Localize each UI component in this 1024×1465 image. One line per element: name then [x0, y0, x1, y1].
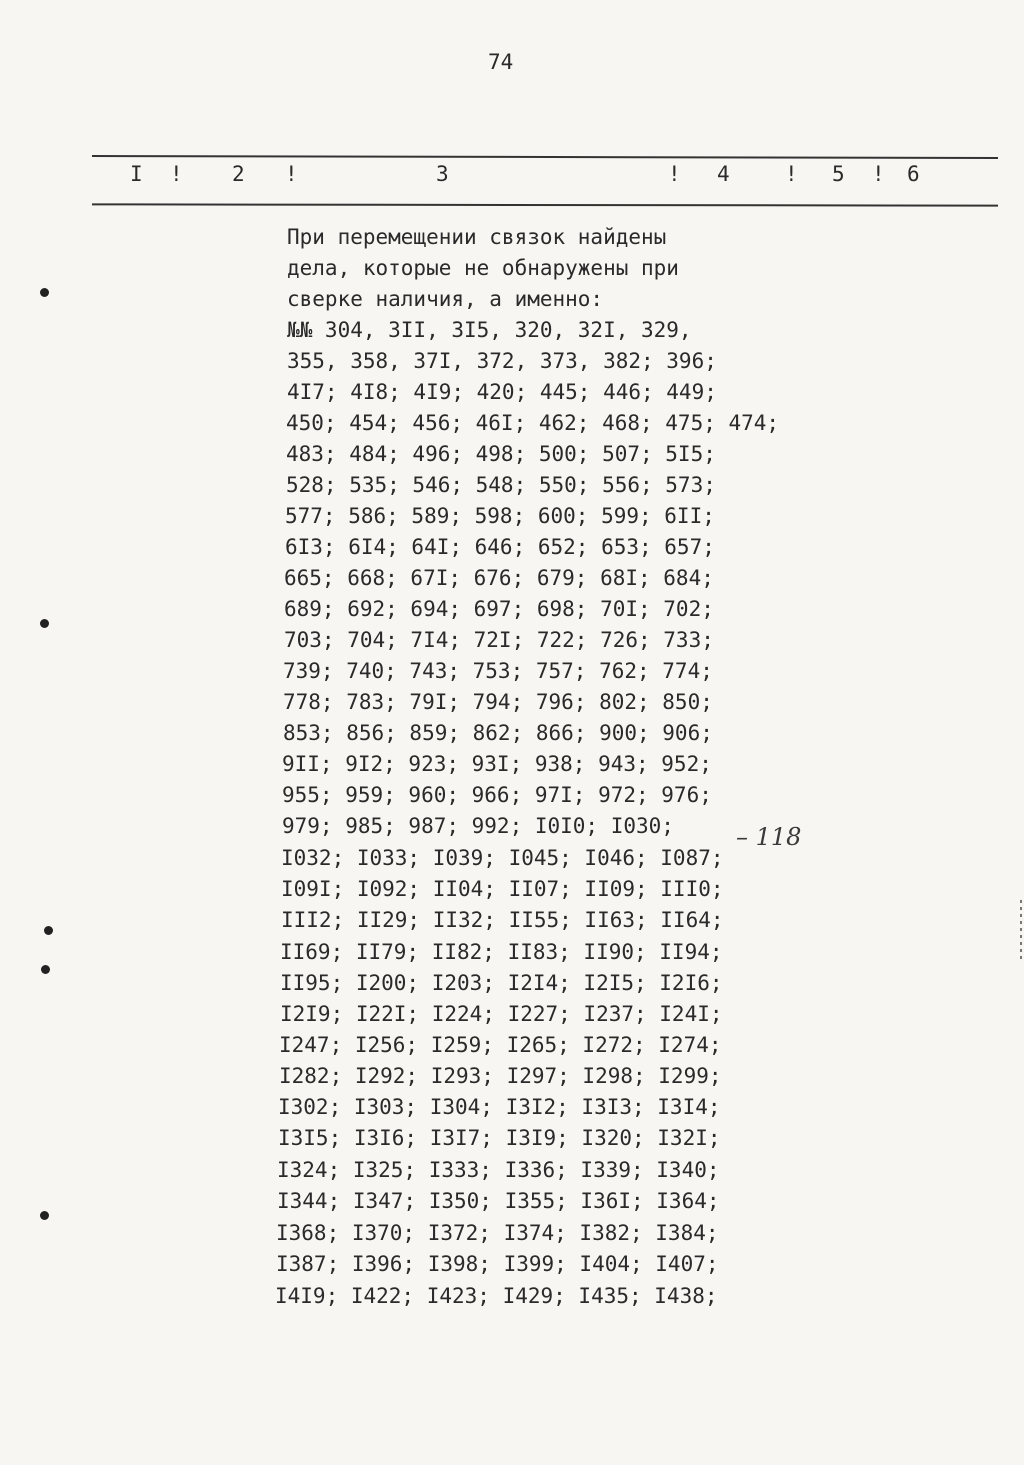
list-row: I09I; I092; II04; II07; II09; III0; [281, 877, 724, 901]
list-row: I282; I292; I293; I297; I298; I299; [279, 1064, 722, 1088]
list-row: 689; 692; 694; 697; 698; 70I; 702; [284, 597, 714, 621]
list-row: 450; 454; 456; 46I; 462; 468; 475; 474; [286, 411, 780, 435]
binding-hole-mark [44, 926, 53, 935]
column-separator: ! [170, 162, 183, 186]
list-row: 6I3; 6I4; 64I; 646; 652; 653; 657; [285, 535, 715, 559]
list-row: II69; II79; II82; II83; II90; II94; [280, 940, 723, 964]
list-row: I032; I033; I039; I045; I046; I087; [281, 846, 724, 870]
list-row: I344; I347; I350; I355; I36I; I364; [277, 1189, 720, 1213]
list-row: 703; 704; 7I4; 72I; 722; 726; 733; [284, 628, 714, 652]
intro-paragraph [287, 222, 679, 315]
list-row: I302; I303; I304; I3I2; I3I3; I3I4; [278, 1095, 721, 1119]
list-row: 4I7; 4I8; 4I9; 420; 445; 446; 449; [287, 380, 717, 404]
list-row: II95; I200; I203; I2I4; I2I5; I2I6; [280, 971, 723, 995]
binding-hole-mark [41, 965, 50, 974]
list-row: I2I9; I22I; I224; I227; I237; I24I; [280, 1002, 723, 1026]
list-row: I247; I256; I259; I265; I272; I274; [279, 1033, 722, 1057]
binding-hole-mark [40, 1211, 49, 1220]
page-number: 74 [488, 50, 514, 74]
list-row: 979; 985; 987; 992; I0I0; I030; [282, 814, 674, 838]
list-row: №№ 304, 3II, 3I5, 320, 32I, 329, [287, 318, 692, 342]
column-header-5: 5 [832, 162, 845, 186]
column-header-2: 2 [232, 162, 245, 186]
column-separator: ! [668, 162, 681, 186]
column-separator: ! [872, 162, 885, 186]
list-row: 9II; 9I2; 923; 93I; 938; 943; 952; [282, 752, 712, 776]
list-row: 955; 959; 960; 966; 97I; 972; 976; [282, 783, 712, 807]
intro-line: дела, которые не обнаружены при [287, 256, 679, 280]
list-row: I324; I325; I333; I336; I339; I340; [277, 1158, 720, 1182]
intro-line: При перемещении связок найдены [287, 225, 667, 249]
list-row: 528; 535; 546; 548; 550; 556; 573; [286, 473, 716, 497]
column-separator: ! [785, 162, 798, 186]
list-row: I3I5; I3I6; I3I7; I3I9; I320; I32I; [278, 1126, 721, 1150]
binding-hole-mark [40, 619, 49, 628]
column-header-1: I [130, 162, 143, 186]
list-row: 665; 668; 67I; 676; 679; 68I; 684; [284, 566, 714, 590]
intro-line: сверке наличия, а именно: [287, 287, 604, 311]
column-header-6: 6 [907, 162, 920, 186]
column-header-4: 4 [717, 162, 730, 186]
column-separator: ! [285, 162, 298, 186]
list-row: 739; 740; 743; 753; 757; 762; 774; [283, 659, 713, 683]
list-row: I368; I370; I372; I374; I382; I384; [276, 1221, 719, 1245]
column-header-3: 3 [436, 162, 449, 186]
scan-edge-mark [1020, 900, 1022, 960]
list-row: I387; I396; I398; I399; I404; I407; [276, 1252, 719, 1276]
list-row: 483; 484; 496; 498; 500; 507; 5I5; [286, 442, 716, 466]
handwritten-margin-note: – 118 [736, 823, 802, 851]
list-row: III2; II29; II32; II55; II63; II64; [281, 908, 724, 932]
list-row: 355, 358, 37I, 372, 373, 382; 396; [287, 349, 717, 373]
binding-hole-mark [40, 288, 49, 297]
list-row: I4I9; I422; I423; I429; I435; I438; [275, 1284, 718, 1308]
table-header-top-rule [92, 155, 998, 159]
table-header-bottom-rule [92, 203, 998, 206]
list-row: 577; 586; 589; 598; 600; 599; 6II; [285, 504, 715, 528]
list-row: 778; 783; 79I; 794; 796; 802; 850; [283, 690, 713, 714]
list-row: 853; 856; 859; 862; 866; 900; 906; [283, 721, 713, 745]
